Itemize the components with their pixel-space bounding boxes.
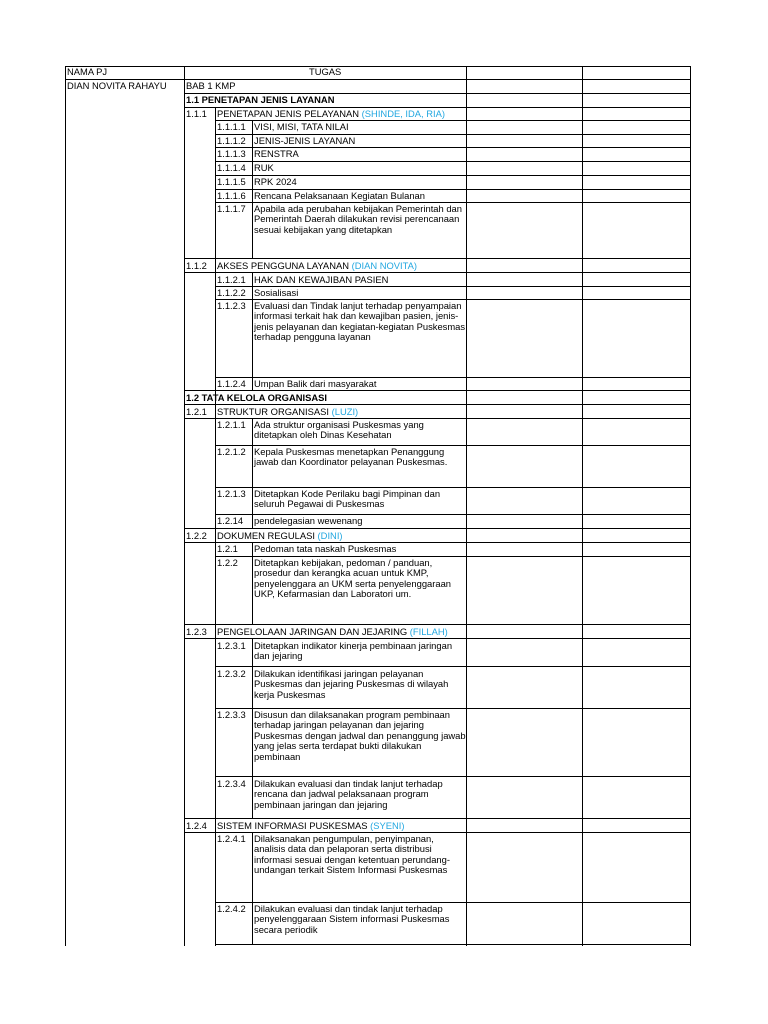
grid-line: [252, 120, 253, 258]
item-text: Pedoman tata naskah Puskesmas: [254, 543, 397, 554]
item-text: Ditetapkan indikator kinerja pembinaan jaringan dan jejaring: [254, 640, 453, 662]
item-number: 1.1.2.1: [217, 274, 246, 285]
item-text: JENIS-JENIS LAYANAN: [254, 135, 356, 146]
item-number: 1.2.1.3: [217, 488, 246, 499]
pj-name-cell: DIAN NOVITA RAHAYU: [67, 80, 167, 91]
item-number: 1.1.1.6: [217, 190, 246, 201]
item-number: 1.1.2.2: [217, 287, 246, 298]
item-text: Evaluasi dan Tindak lanjut terhadap penyampaian informasi terkait hak dan kewajiban pasien, jenis-jenis pelayanan dan kegiatan-kegiatan Puskesmas terhadap pengguna layanan: [254, 300, 466, 343]
subsection-number: 1.2.2: [186, 530, 207, 541]
pj-assignee-label: (DINI): [317, 530, 343, 541]
grid-line: [215, 944, 690, 945]
item-text: Kepala Puskesmas menetapkan Penanggung jawab dan Koordinator pelayanan Puskesmas.: [254, 446, 448, 468]
item-number: 1.2.14: [217, 515, 244, 526]
item-text: HAK DAN KEWAJIBAN PASIEN: [254, 274, 389, 285]
subsection-title: STRUKTUR ORGANISASI (LUZI): [217, 406, 359, 417]
item-number: 1.2.1.1: [217, 419, 246, 430]
item-text: pendelegasian wewenang: [254, 515, 363, 526]
item-text: Dilaksanakan pengumpulan, penyimpanan, analisis data dan pelaporan serta distribusi informasi sesuai dengan ketentuan perundang-undangan terkait Sistem Informasi Puskesmas: [254, 833, 450, 876]
item-number: 1.1.1.1: [217, 121, 246, 132]
item-number: 1.1.2.3: [217, 300, 246, 311]
subsection-number: 1.2.4: [186, 820, 207, 831]
item-text: Dilakukan identifikasi jaringan pelayanan Puskesmas dan jejaring Puskesmas di wilayah kerja Puskesmas: [254, 668, 449, 700]
item-number: 1.2.1.2: [217, 446, 246, 457]
subsection-number: 1.2.1: [186, 406, 207, 417]
item-number: 1.2.3.2: [217, 668, 246, 679]
grid-line: [184, 66, 185, 946]
grid-line: [252, 832, 253, 944]
item-number: 1.2.4.2: [217, 903, 246, 914]
item-number: 1.2.3.4: [217, 778, 246, 789]
grid-line: [215, 666, 690, 667]
item-text: VISI, MISI, TATA NILAI: [254, 121, 349, 132]
item-text: RENSTRA: [254, 148, 299, 159]
pj-assignee-label: (SHINDE, IDA, RIA): [361, 108, 446, 119]
item-text: Ditetapkan kebijakan, pedoman / panduan, prosedur dan kerangka acuan untuk KMP, penyelenggara an UKM serta penyelenggaraan UKP, Kefarmasian dan Laboratori um.: [254, 557, 452, 600]
grid-line: [184, 624, 690, 625]
grid-line: [184, 818, 690, 819]
grid-line: [252, 418, 253, 528]
item-number: 1.1.1.7: [217, 203, 246, 214]
subsection-title: PENETAPAN JENIS PELAYANAN (SHINDE, IDA, RIA): [217, 108, 446, 119]
item-number: 1.2.2: [217, 557, 238, 568]
item-text: Ditetapkan Kode Perilaku bagi Pimpinan dan seluruh Pegawai di Puskesmas: [254, 488, 441, 510]
subsection-number: 1.2.3: [186, 626, 207, 637]
item-text: Umpan Balik dari masyarakat: [254, 378, 377, 389]
grid-line: [215, 161, 690, 162]
item-text: Sosialisasi: [254, 287, 299, 298]
grid-line: [252, 542, 253, 624]
grid-line: [184, 404, 690, 405]
item-number: 1.1.2.4: [217, 378, 246, 389]
subsection-title: DOKUMEN REGULASI (DINI): [217, 530, 343, 541]
pj-assignee-label: (DIAN NOVITA): [351, 260, 418, 271]
item-text: RPK 2024: [254, 176, 297, 187]
item-text: Dilakukan evaluasi dan tindak lanjut terhadap rencana dan jadwal pelaksanaan program pembinaan jaringan dan jejaring: [254, 778, 443, 810]
subsection-number: 1.1.1: [186, 108, 207, 119]
item-number: 1.2.3.1: [217, 640, 246, 651]
section-title: 1.2 TATA KELOLA ORGANISASI: [186, 392, 327, 403]
subsection-title: AKSES PENGGUNA LAYANAN (DIAN NOVITA): [217, 260, 418, 271]
pj-assignee-label: (LUZI): [331, 406, 359, 417]
grid-line: [184, 390, 690, 391]
bab-cell: BAB 1 KMP: [186, 80, 236, 91]
item-number: 1.2.4.1: [217, 833, 246, 844]
item-number: 1.1.1.3: [217, 148, 246, 159]
item-text: Apabila ada perubahan kebijakan Pemerintah dan Pemerintah Daerah dilakukan revisi perencanaan sesuai kebijakan yang ditetapkan: [254, 203, 462, 235]
item-number: 1.2.3.3: [217, 709, 246, 720]
item-number: 1.1.1.5: [217, 176, 246, 187]
item-text: Disusun dan dilaksanakan program pembinaan terhadap jaringan pelayanan dan jejaring Puskesmas dengan jadwal dan penanggung jawab yang jelas serta terdapat bukti dilakukan pembinaan: [254, 709, 466, 762]
subsection-title: SISTEM INFORMASI PUSKESMAS (SYENI): [217, 820, 405, 831]
grid-line: [690, 66, 691, 946]
grid-line: [582, 66, 583, 946]
grid-line: [65, 66, 66, 946]
grid-line: [184, 272, 690, 273]
item-number: 1.1.1.2: [217, 135, 246, 146]
item-text: Rencana Pelaksanaan Kegiatan Bulanan: [254, 190, 425, 201]
grid-line: [65, 66, 690, 67]
subsection-number: 1.1.2: [186, 260, 207, 271]
header-nama-pj: NAMA PJ: [67, 66, 108, 77]
grid-line: [184, 528, 690, 529]
grid-line: [184, 258, 690, 259]
grid-line: [252, 272, 253, 390]
section-title: 1.1 PENETAPAN JENIS LAYANAN: [186, 94, 335, 105]
grid-line: [215, 107, 216, 946]
subsection-title: PENGELOLAAN JARINGAN DAN JEJARING (FILLAH): [217, 626, 448, 637]
grid-line: [466, 66, 467, 946]
item-text: Dilakukan evaluasi dan tindak lanjut terhadap penyelenggaraan Sistem informasi Puskesmas secara periodik: [254, 903, 450, 935]
grid-line: [215, 776, 690, 777]
item-number: 1.2.1: [217, 543, 238, 554]
grid-line: [184, 638, 690, 639]
item-number: 1.1.1.4: [217, 162, 246, 173]
item-text: Ada struktur organisasi Puskesmas yang ditetapkan oleh Dinas Kesehatan: [254, 419, 424, 441]
pj-assignee-label: (FILLAH): [409, 626, 448, 637]
item-text: RUK: [254, 162, 274, 173]
grid-line: [252, 638, 253, 818]
header-tugas: TUGAS: [309, 66, 342, 77]
pj-assignee-label: (SYENI): [370, 820, 405, 831]
